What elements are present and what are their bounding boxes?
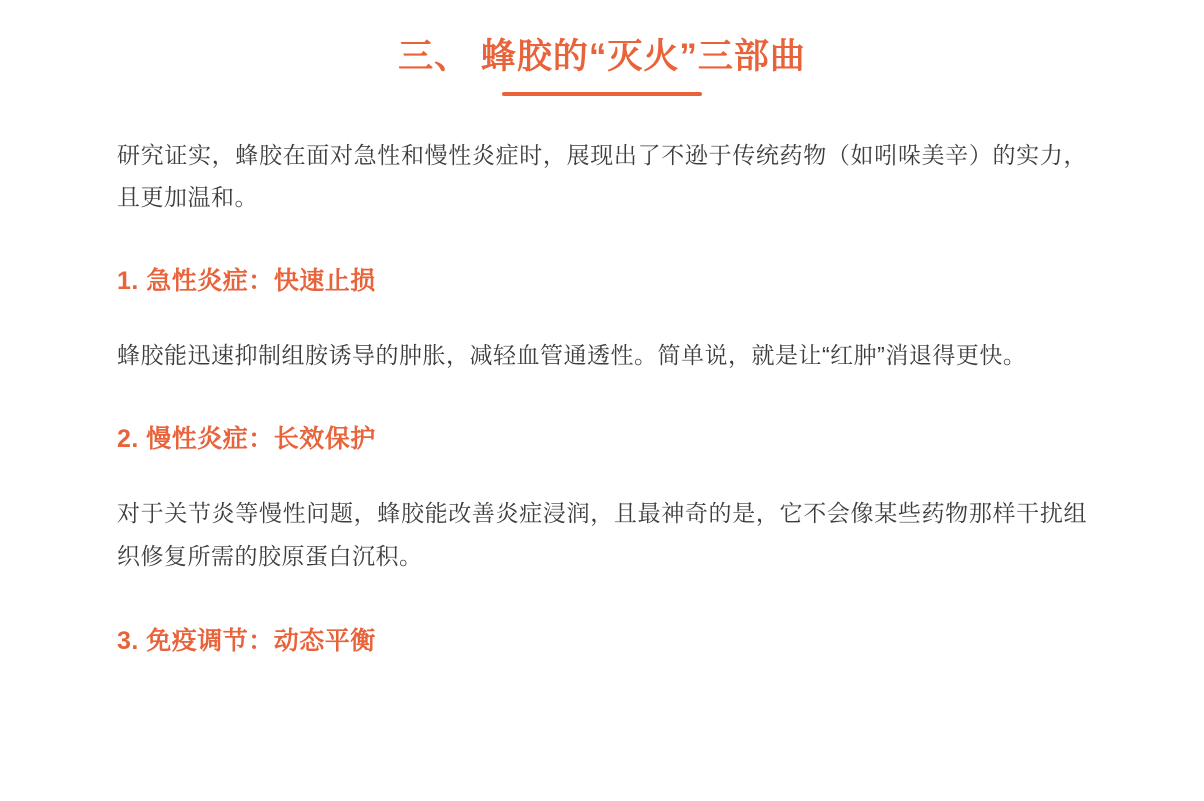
section-heading-1: 1. 急性炎症：快速止损 [117,266,376,295]
section-body-2: 对于关节炎等慢性问题，蜂胶能改善炎症浸润，且最神奇的是，它不会像某些药物那样干扰组织修复所需的胶原蛋白沉积。 [117,500,1087,569]
document-content [0,134,1204,661]
section-heading-3: 3. 免疫调节：动态平衡 [117,627,376,656]
page-title: 三、 蜂胶的“灭火”三部曲 [398,37,806,76]
title-block [0,0,1204,96]
section-heading-2: 2. 慢性炎症：长效保护 [117,424,376,453]
intro-paragraph: 研究证实，蜂胶在面对急性和慢性炎症时，展现出了不逊于传统药物（如吲哚美辛）的实力，且更加温和。 [117,141,1087,211]
section-body-1: 蜂胶能迅速抑制组胺诱导的肿胀，减轻血管通透性。简单说，就是让“红肿”消退得更快。 [117,342,1027,369]
title-underline [502,92,702,96]
